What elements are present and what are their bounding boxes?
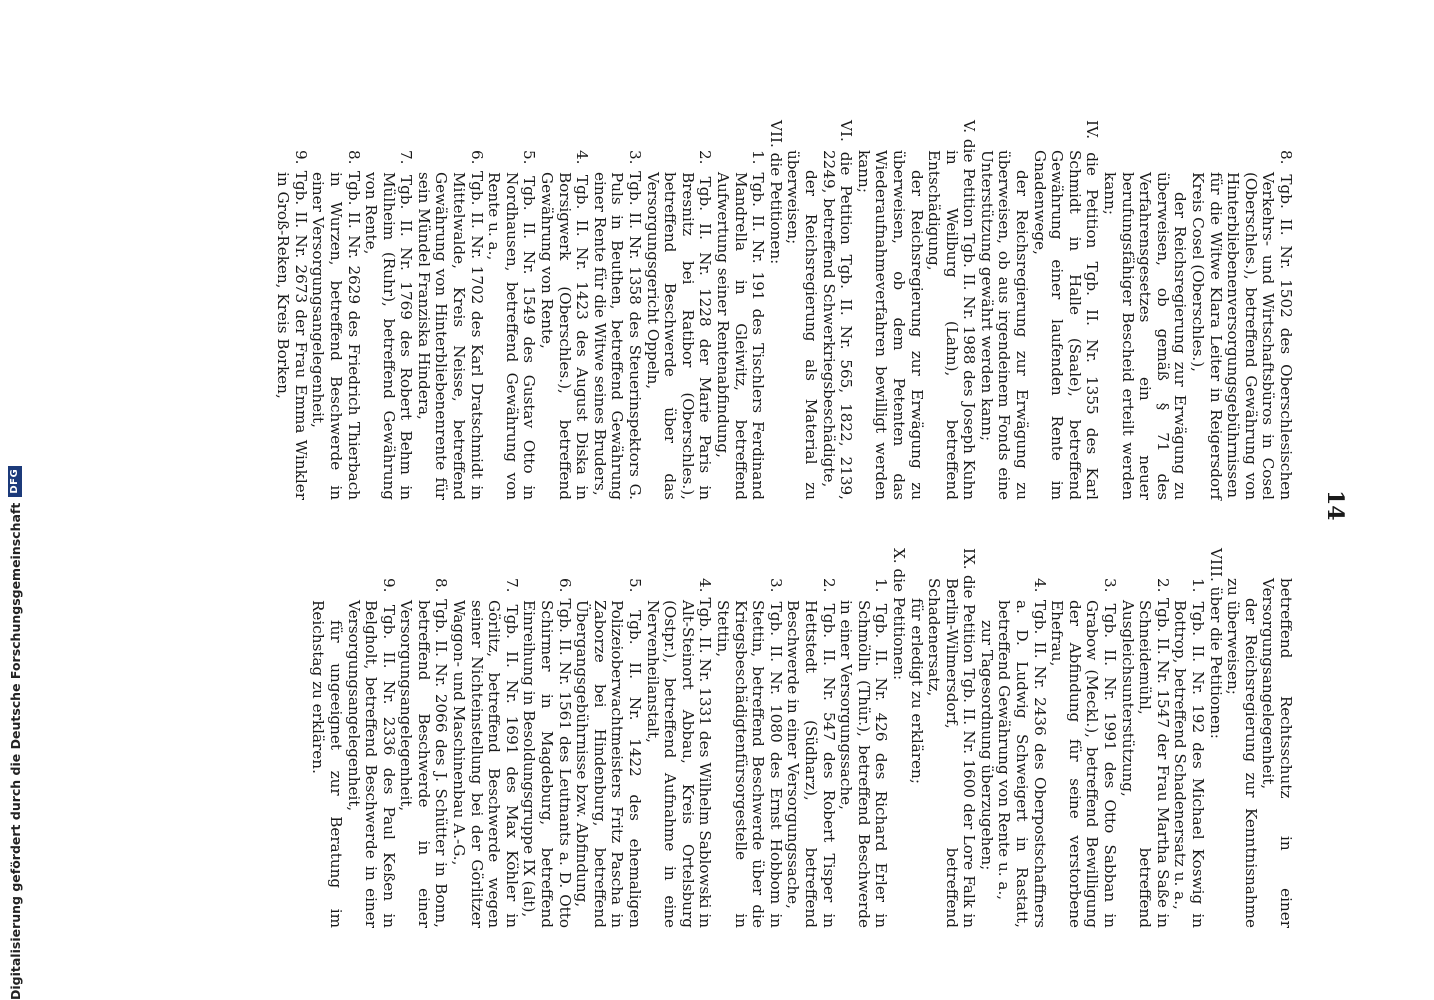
- petition-item: 2. Tgb. II. Nr. 1547 der Frau Martha Saße in Schneidemühl, betreffend Ausgleichsunterstützung,: [1118, 578, 1172, 928]
- petition-item: 5. Tgb. II. Nr. 1422 des ehemaligen Polizeioberwachtmeisters Fritz Pascha in Zaborze bei Hindenburg, betreffend Übergangsgebührnisse bzw. Abfindung,: [573, 578, 645, 928]
- section-heading: VI. die Petition Tgb. II. Nr. 565, 1822, 2139, 2249, betreffend Schwerkriegsbeschädigte,: [819, 120, 856, 500]
- petition-item: 1. Tgb. II. Nr. 192 des Michael Koswig in Bottrop, betreffend Schadenersatz u. a.,: [1171, 578, 1208, 928]
- petition-item: 5. Tgb. II. Nr. 1549 des Gustav Otto in Nordhausen, betreffend Gewährung von Rente u. a.,: [485, 150, 539, 500]
- resolution-text: zur Tagesordnung überzugehen;: [977, 620, 996, 871]
- resolution-text: für ungeeignet zur Beratung im Reichstag zu erklären.: [309, 600, 345, 928]
- resolution-text: der Reichsregierung zur Erwägung zu überweisen, ob aus irgendeinem Fonds eine Unterstützung gewährt werden kann;: [977, 150, 1032, 500]
- section-heading: VIII. über die Petitionen:: [1206, 548, 1225, 739]
- resolution-text: der Reichsregierung zur Erwägung zu überweisen, ob dem Petenten das Wiederaufnahmeverfahren bewilligt werden kann;: [854, 150, 926, 500]
- petition-item: 8. Tgb. II. Nr. 2066 des J. Schütter in Bonn, betreffend Beschwerde in einer Versorgungsangelegenheit,: [397, 578, 451, 928]
- petition-item: 4. Tgb. II. Nr. 1423 des August Diska in Borsigwerk (Oberschles.), betreffend Gewährung von Rente,: [538, 150, 592, 500]
- resolution-text: für erledigt zu erklären;: [907, 598, 926, 784]
- petition-item: 9. Tgb. II. Nr. 2336 des Paul Keßen in Belgholt, betreffend Beschwerde in einer Versorgungsangelegenheit,: [344, 578, 398, 928]
- petition-item: 7. Tgb. II. Nr. 1691 des Max Köhler in Görlitz, betreffend Beschwerde wegen seiner Nichteinstellung bei der Görlitzer Waggon- und Maschinenbau A.-G.,: [450, 578, 521, 928]
- petition-item: 3. Tgb. II. Nr. 1358 des Steuerinspektors G. Puls in Beuthen, betreffend Gewährung einer Rente für die Witwe seines Bruders,: [590, 150, 645, 500]
- petition-item: 3. Tgb. II. Nr. 1080 des Ernst Hobbom in Stettin, betreffend Beschwerde über die Kriegsbeschädigtenfürsorgestelle in Stettin,: [714, 578, 785, 928]
- petition-item: 7. Tgb. II. Nr. 1769 des Robert Behm in Mülheim (Ruhr), betreffend Gewährung von Rente,: [362, 150, 416, 500]
- petition-item: 3. Tgb. II. Nr. 1991 des Otto Sabban in Grabow (Meckl.), betreffend Bewilligung der Abfindung für seine verstorbene Ehefrau,: [1048, 578, 1120, 928]
- petition-item-continued: betreffend Rechtsschutz in einer Versorgungsangelegenheit,: [1259, 578, 1295, 928]
- petition-item: 6. Tgb. II. Nr. 1702 des Karl Dratschmidt in Mittelwalde, Kreis Neisse, betreffend Gewährung von Hinterbliebenenrente für sein Mündel Franziska Hindera,: [414, 150, 486, 500]
- resolution-text: der Reichsregierung als Material zu überweisen;: [784, 150, 820, 500]
- petition-item: 6. Tgb. II. Nr. 1561 des Leutnants a. D. Otto Schirmer in Magdeburg, betreffend Einreihung in Besoldungsgruppe IX (alt),: [520, 578, 574, 928]
- digitization-credit: [5, 0, 25, 1000]
- petition-item: 2. Tgb. II. Nr. 1228 der Marie Paris in Bresnitz bei Ratibor (Oberschles.), betreffend Beschwerde über das Versorgungsgericht Oppeln,: [643, 150, 715, 500]
- dfg-logo: DFG: [8, 466, 22, 497]
- petition-item: 1. Tgb. II. Nr. 191 des Tischlers Ferdinand Mandrella in Gleiwitz, betreffend Aufwertung seiner Rentenabfindung,: [714, 150, 768, 500]
- petition-item: 8. Tgb. II. Nr. 2629 des Friedrich Thierbach in Wurzen, betreffend Beschwerde in einer Versorgungsangelegenheit,: [309, 150, 363, 500]
- petition-item: 4. Tgb. II. Nr. 2436 des Oberpostschaffners a. D. Ludwig Schweigert in Rastatt, betreffend Gewährung von Rente u. a.,: [995, 578, 1049, 928]
- page-number: 14: [1322, 490, 1348, 521]
- resolution-text: der Reichsregierung zur Erwägung zu überweisen, ob gemäß § 71 des Verfahrensgesetzes ein neuer berufungsfähiger Bescheid erteilt werden kann;: [1101, 172, 1190, 500]
- petition-item: 2. Tgb. II. Nr. 547 des Robert Tisper in Hettstedt (Südharz), betreffend Beschwerde in einer Versorgungssache,: [784, 578, 838, 928]
- section-heading: V. die Petition Tgb. II. Nr. 1988 des Joseph Kuhn in Weilburg (Lahn), betreffend Entschädigung,: [925, 120, 979, 500]
- credit-text: Digitalisierung gefördert durch die Deutsche Forschungsgemeinschaft: [7, 502, 23, 1000]
- resolution-text: der Reichsregierung zur Kenntnisnahme zu überweisen;: [1224, 578, 1260, 928]
- section-heading: IV. die Petition Tgb. II. Nr. 1355 des Karl Schmidt in Halle (Saale), betreffend Gewährung einer laufenden Rente im Gnadenwege,: [1030, 120, 1102, 500]
- petition-item: 4. Tgb. II. Nr. 1331 des Wilhelm Sablowski in Alt-Steinort Abbau, Kreis Ortelsburg (Ostpr.), betreffend Aufnahme in eine Nervenheilanstalt,: [643, 578, 715, 928]
- left-column: [274, 120, 1294, 500]
- petition-item: 1. Tgb. II. Nr. 426 des Richard Erler in Schmölln (Thür.), betreffend Beschwerde in einer Versorgungssache,: [837, 578, 891, 928]
- right-column: [309, 548, 1294, 928]
- section-heading: VII. die Petitionen:: [766, 120, 785, 265]
- petition-item: 8. Tgb. II. Nr. 1502 des Oberschlesischen Verkehrs- und Wirtschaftsbüros in Cosel (Oberschles.), betreffend Gewährung von Hinterbliebenenversorgungsgebührnissen für die Witwe Klara Leiter in Reigersdorf Kreis Cosel (Oberschles.),: [1189, 150, 1295, 500]
- section-heading: IX. die Petition Tgb. II. Nr. 1600 der Lore Falk in Berlin-Wilmersdorf, betreffend Schadenersatz,: [925, 548, 979, 928]
- petition-item: 9. Tgb. II. Nr. 2673 der Frau Emma Winkler in Groß-Reken, Kreis Borken,: [274, 150, 310, 500]
- section-heading: X. die Petitionen:: [889, 548, 908, 681]
